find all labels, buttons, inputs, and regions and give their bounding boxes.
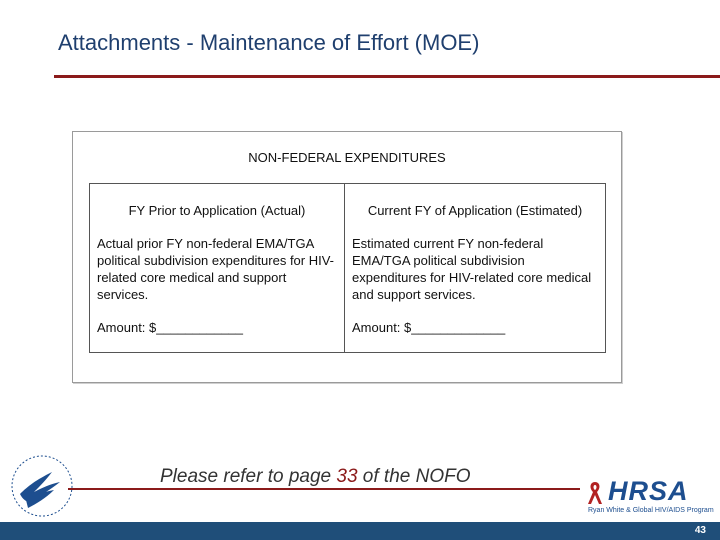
expenditures-table	[89, 183, 606, 353]
title-divider	[54, 75, 720, 78]
hrsa-logo	[584, 476, 716, 518]
reference-text-before: Please refer to page	[160, 466, 337, 487]
hrsa-wordmark: HRSA	[608, 476, 689, 506]
reference-page-number: 33	[336, 466, 358, 487]
footer-bar	[0, 522, 720, 540]
slide-title: Attachments - Maintenance of Effort (MOE)	[58, 30, 480, 55]
amount-field: Amount: $_____________	[352, 320, 506, 335]
column-header: FY Prior to Application (Actual)	[128, 203, 306, 218]
red-ribbon-icon	[584, 480, 606, 506]
column-prior-fy	[90, 184, 345, 352]
reference-divider	[68, 488, 580, 490]
column-description: Estimated current FY non-federal EMA/TGA political subdivision expenditures for HIV-related core medical and support services.	[352, 236, 592, 302]
moe-form-figure	[72, 131, 622, 383]
hrsa-subtitle: Ryan White & Global HIV/AIDS Program	[588, 507, 714, 514]
hhs-seal-logo	[6, 450, 78, 522]
column-current-fy	[345, 184, 605, 352]
nofo-reference	[160, 466, 471, 488]
amount-field: Amount: $____________	[97, 320, 244, 335]
slide-number: 43	[694, 525, 706, 536]
column-header: Current FY of Application (Estimated)	[367, 203, 583, 218]
column-description: Actual prior FY non-federal EMA/TGA political subdivision expenditures for HIV-related core medical and support services.	[97, 236, 335, 302]
form-title: NON-FEDERAL EXPENDITURES	[248, 150, 446, 165]
reference-text-after: of the NOFO	[357, 466, 471, 487]
